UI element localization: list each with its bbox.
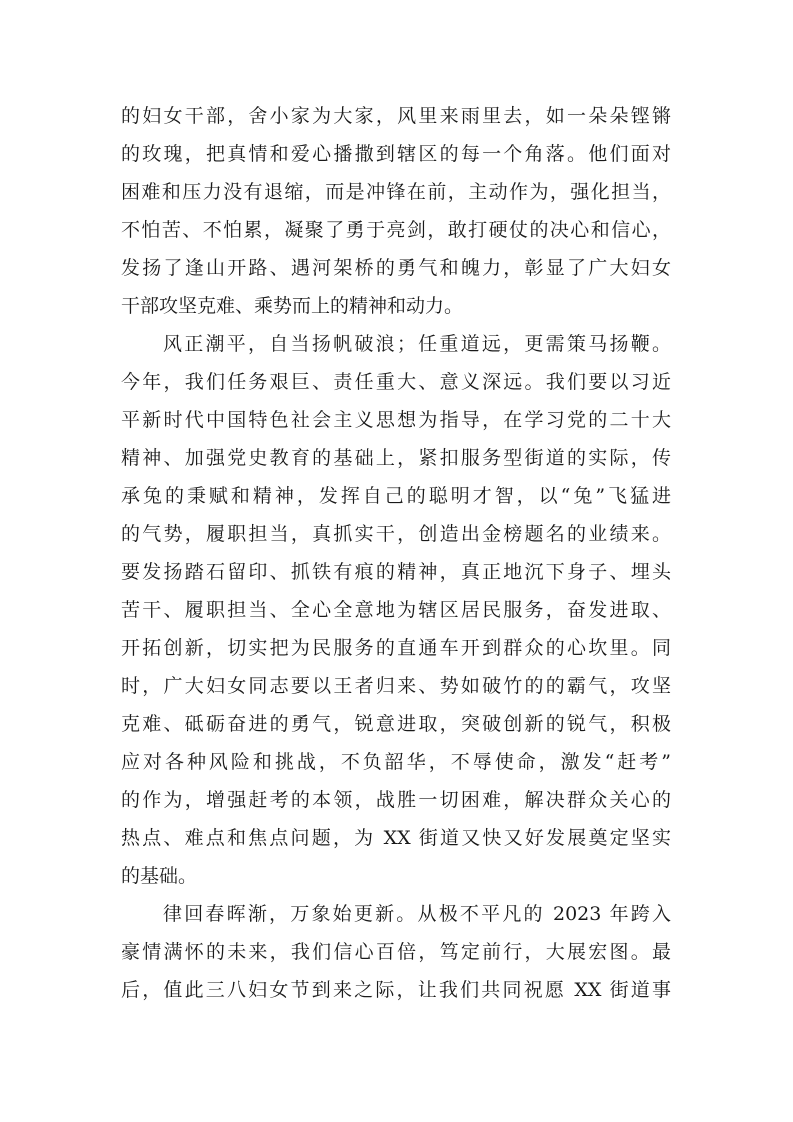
text-line: 的气势，履职担当，真抓实干，创造出金榜题名的业绩来。 <box>121 523 671 545</box>
text-line: 后，值此三八妇女节到来之际，让我们共同祝愿 XX 街道事 <box>121 979 671 1001</box>
text-line: 开拓创新，切实把为民服务的直通车开到群众的心坎里。同 <box>121 637 671 659</box>
text-line: 平新时代中国特色社会主义思想为指导，在学习党的二十大 <box>121 409 671 431</box>
paragraph-first-line: 风正潮平，自当扬帆破浪；任重道远，更需策马扬鞭。 <box>163 333 671 355</box>
text-line: 的玫瑰，把真情和爱心播撒到辖区的每一个角落。他们面对 <box>121 143 671 165</box>
text-line: 要发扬踏石留印、抓铁有痕的精神，真正地沉下身子、埋头 <box>121 561 671 583</box>
paragraph-first-line: 律回春晖渐，万象始更新。从极不平凡的 2023 年跨入 <box>163 903 671 925</box>
text-line: 不怕苦、不怕累，凝聚了勇于亮剑，敢打硬仗的决心和信心， <box>121 219 671 241</box>
text-line: 困难和压力没有退缩，而是冲锋在前，主动作为，强化担当， <box>121 181 671 203</box>
text-line: 豪情满怀的未来，我们信心百倍，笃定前行，大展宏图。最 <box>121 941 671 963</box>
text-line: 克难、砥砺奋进的勇气，锐意进取，突破创新的锐气，积极 <box>121 713 671 735</box>
text-line: 时，广大妇女同志要以王者归来、势如破竹的的霸气，攻坚 <box>121 675 671 697</box>
text-line: 的妇女干部，舍小家为大家，风里来雨里去，如一朵朵铿锵 <box>121 105 671 127</box>
text-line: 精神、加强党史教育的基础上，紧扣服务型街道的实际，传 <box>121 447 671 469</box>
text-line: 发扬了逢山开路、遇河架桥的勇气和魄力，彰显了广大妇女 <box>121 257 671 279</box>
text-line: 热点、难点和焦点问题，为 XX 街道又快又好发展奠定坚实 <box>121 827 671 849</box>
text-line: 干部攻坚克难、乘势而上的精神和动力。 <box>121 295 464 317</box>
text-line: 的作为，增强赶考的本领，战胜一切困难，解决群众关心的 <box>121 789 671 811</box>
text-line: 苦干、履职担当、全心全意地为辖区居民服务，奋发进取、 <box>121 599 671 621</box>
text-line: 应对各种风险和挑战，不负韶华，不辱使命，激发“赶考” <box>121 751 671 773</box>
text-line: 承兔的秉赋和精神，发挥自己的聪明才智，以“兔”飞猛进 <box>121 485 671 507</box>
text-line: 的基础。 <box>121 865 198 887</box>
text-line: 今年，我们任务艰巨、责任重大、意义深远。我们要以习近 <box>121 371 671 393</box>
